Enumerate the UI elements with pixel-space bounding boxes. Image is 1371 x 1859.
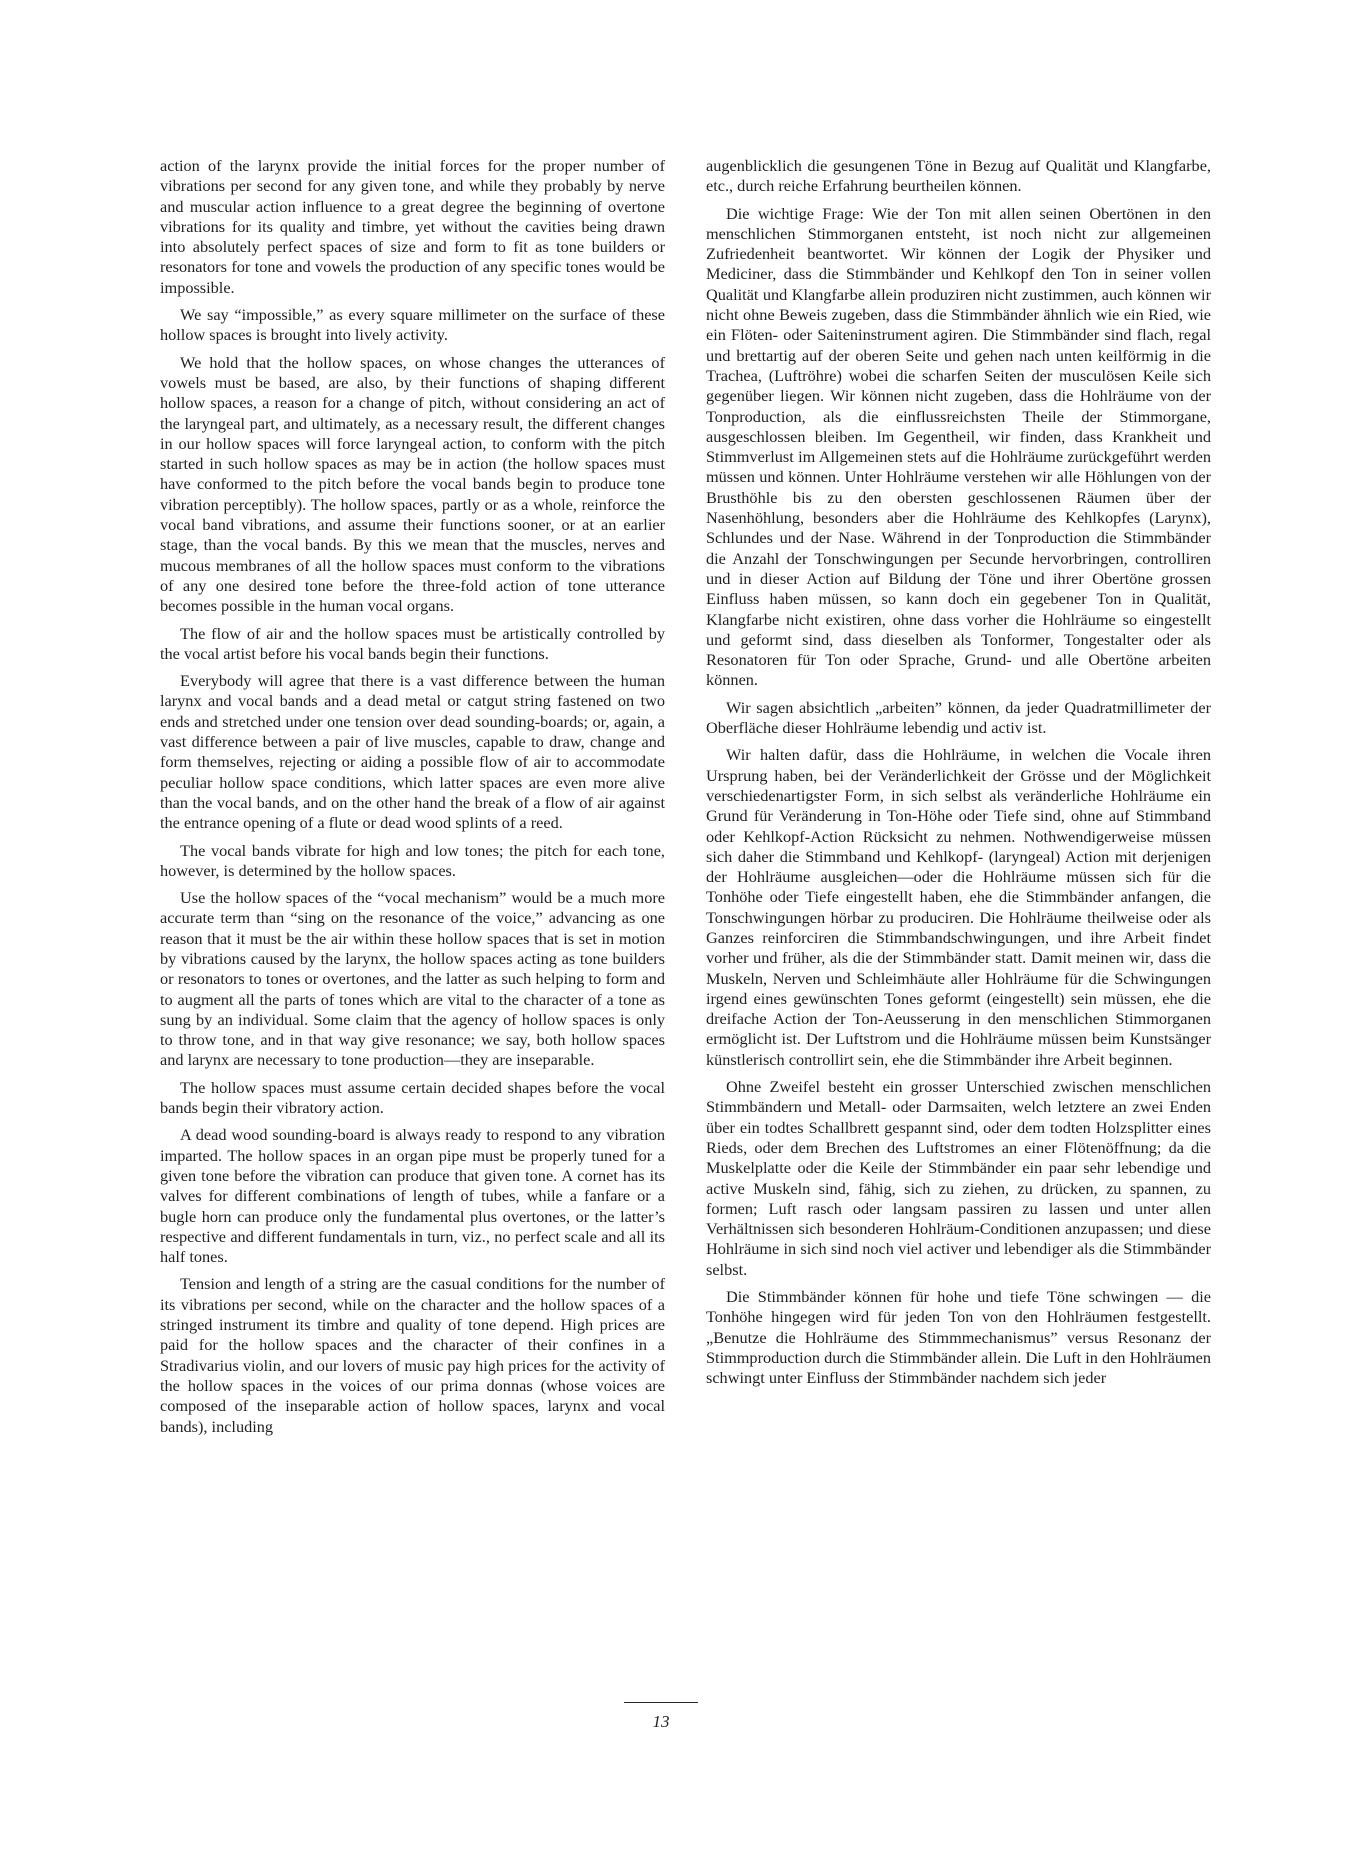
paragraph: augenblicklich die gesungenen Töne in Bezug auf Qualität und Klangfarbe, etc., durch reiche Erfahrung beurtheilen können.: [706, 156, 1211, 196]
left-column-english: [160, 156, 665, 1444]
paragraph: Die Stimmbänder können für hohe und tiefe Töne schwingen — die Tonhöhe hingegen wird für jeden Ton von den Hohlräumen festgestellt. „Benutze die Hohlräume des Stimmmechanismus” versus Resonanz der Stimmproduction durch die Stimmbänder allein. Die Luft in den Hohlräumen schwingt unter Einfluss der Stimmbänder nachdem sich jeder: [706, 1287, 1211, 1388]
paragraph: Wir sagen absichtlich „arbeiten” können, da jeder Quadratmillimeter der Oberfläche dieser Hohlräume lebendig und activ ist.: [706, 697, 1211, 738]
paragraph: We say “impossible,” as every square millimeter on the surface of these hollow spaces is brought into lively activity.: [160, 305, 665, 345]
paragraph: Use the hollow spaces of the “vocal mechanism” would be a much more accurate term than “sing on the resonance of the voice,” advancing as one reason that it must be the air within these hollow spaces that is set in motion by vibrations caused by the larynx, the hollow spaces acting as tone builders or resonators to tones or overtones, and the latter as such helping to form and to augment all the parts of tones which are vital to the character of a tone as sung by an individual. Some claim that the agency of hollow spaces is only to throw tone, and in that way give resonance; we say, both hollow spaces and larynx are necessary to tone production—they are inseparable.: [160, 888, 665, 1070]
paragraph: We hold that the hollow spaces, on whose changes the utterances of vowels must be based, are also, by their functions of shaping different hollow spaces, a reason for a change of pitch, without considering an act of the laryngeal part, and ultimately, as a necessary result, the different changes in our hollow spaces will force laryngeal action, to conform with the pitch started in such hollow spaces as may be in action (the hollow spaces must have conformed to the pitch before the vocal bands begin to produce tone vibration perceptibly). The hollow spaces, partly or as a whole, reinforce the vocal band vibrations, and assume their functions sooner, or at an earlier stage, than the vocal bands. By this we mean that the muscles, nerves and mucous membranes of all the hollow spaces must conform to the vibrations of any one desired tone before the three-fold action of tone utterance becomes possible in the human vocal organs.: [160, 352, 665, 616]
paragraph: The hollow spaces must assume certain decided shapes before the vocal bands begin their vibratory action.: [160, 1077, 665, 1118]
paragraph: Ohne Zweifel besteht ein grosser Unterschied zwischen menschlichen Stimmbändern und Metall- oder Darmsaiten, welch letztere an zwei Enden über ein todtes Schallbrett gespannt sind, oder dem todten Holzsplitter eines Rieds, oder dem Brechen des Luftstromes an einer Flötenöffnung; da die Muskelplatte oder die Keile der Stimmbänder ein paar sehr lebendige und active Muskeln sind, fähig, sich zu ziehen, zu drücken, zu spannen, zu formen; Luft rasch oder langsam passiren zu lassen und unter allen Verhältnissen sich besonderen Hohlräum-Conditionen anzupassen; und diese Hohlräume in sich sind noch viel activer und lebendiger als die Stimmbänder selbst.: [706, 1077, 1211, 1279]
paragraph: action of the larynx provide the initial forces for the proper number of vibrations per second for any given tone, and while they probably by nerve and muscular action influence to a great degree the beginning of overtone vibrations for its quality and timbre, yet without the cavities being drawn into absolutely perfect spaces of size and form to fit as tone builders or resonators for tone and vowels the production of any specific tones would be impossible.: [160, 156, 665, 297]
paragraph: Tension and length of a string are the casual conditions for the number of its vibrations per second, while on the character and the hollow spaces of a stringed instrument its timbre and quality of tone depend. High prices are paid for the hollow spaces and the character of their confines in a Stradivarius violin, and our lovers of music pay high prices for the activity of the hollow spaces in the voices of our prima donnas (whose voices are composed of the inseparable action of hollow spaces, larynx and vocal bands), including: [160, 1274, 665, 1436]
paragraph: A dead wood sounding-board is always ready to respond to any vibration imparted. The hollow spaces in an organ pipe must be properly tuned for a given tone before the vibration can produce that given tone. A cornet has its valves for different combinations of length of tubes, while a fanfare or a bugle horn can produce only the fundamental plus overtones, or the latter’s respective and different fundamentals in turn, viz., no perfect scale and all its half tones.: [160, 1125, 665, 1267]
right-column-german: [706, 156, 1211, 1396]
paragraph: The vocal bands vibrate for high and low tones; the pitch for each tone, however, is determined by the hollow spaces.: [160, 840, 665, 880]
paragraph: Die wichtige Frage: Wie der Ton mit allen seinen Obertönen in den menschlichen Stimmorganen entsteht, ist noch nicht zur allgemeinen Zufriedenheit beantwortet. Wir können der Logik der Physiker und Mediciner, dass die Stimmbänder und Kehlkopf den Ton in seiner vollen Qualität und Klangfarbe allein produziren nicht zustimmen, auch können wir nicht ohne Beweis zugeben, dass die Stimmbänder ähnlich wie ein Ried, wie ein Flöten- oder Saiteninstrument agiren. Die Stimmbänder sind flach, regal und brettartig auf der oberen Seite und gehen nach unten keilförmig in die Trachea, (Luftröhre) wobei die scharfen Seiten der musculösen Keile sich gegenüber liegen. Wir können nicht zugeben, dass die Hohlräume von der Tonproduction, als die einflussreichsten Theile der Stimmorgane, ausgeschlossen bleiben. Im Gegentheil, wir finden, dass Krankheit und Stimmverlust im Allgemeinen stets auf die Hohlräume zurückgeführt werden müssen und können. Unter Hohlräume verstehen wir alle Höhlungen von der Brusthöhle bis zu den obersten geschlossenen Räumen über der Nasenhöhlung, besonders aber die Hohlräume des Kehlkopfes (Larynx), Schlundes und der Nase. Während in der Tonproduction die Stimmbänder die Anzahl der Tonschwingungen per Secunde hervorbringen, controlliren und in dieser Action auf Bildung der Töne und ihrer Obertöne grossen Einfluss haben müssen, so kann doch ein gegebener Ton in Qualität, Klangfarbe nicht existiren, ohne dass vorher die Hohlräume so eingestellt und geformt sind, dass dieselben als Tonformer, Tongestalter oder als Resonatoren für Ton oder Sprache, Grund- und alle Obertöne arbeiten können.: [706, 203, 1211, 690]
footer-rule: [624, 1702, 698, 1703]
page-number: 13: [652, 1712, 670, 1731]
paragraph: Wir halten dafür, dass die Hohlräume, in welchen die Vocale ihren Ursprung haben, bei der Veränderlichkeit der Grösse und der Möglichkeit verschiedenartigster Form, in sich selbst als veränderliche Hohlräume ein Grund für Veränderung in Ton-Höhe oder Tiefe sind, ohne auf Stimmband oder Kehlkopf-Action Rücksicht zu nehmen. Nothwendigerweise müssen sich daher die Stimmband und Kehlkopf- (laryngeal) Action mit derjenigen der Hohlräume ausgleichen—oder die Hohlräume müssen sich für die Tonhöhe oder Tiefe eingestellt haben, ehe die Stimmbänder anfangen, die Tonschwingungen hörbar zu produciren. Die Hohlräume theilweise oder als Ganzes reinforciren die Stimmbandschwingungen, und ihre Arbeit findet vorher und früher, als die der Stimmbänder statt. Damit meinen wir, dass die Muskeln, Nerven und Schleimhäute aller Hohlräume für die Schwingungen irgend eines gewünschten Tones geformt (eingestellt) sein müssen, ehe die dreifache Action der Ton-Aeusserung in den menschlichen Stimmorganen ermöglicht ist. Der Luftstrom und die Hohlräume müssen beim Kunstsänger künstlerisch controllirt sein, ehe die Stimmbänder ihre Arbeit beginnen.: [706, 745, 1211, 1069]
paragraph: Everybody will agree that there is a vast difference between the human larynx and vocal bands and a dead metal or catgut string fastened on two ends and stretched under one tension over dead sounding-boards; or, again, a vast difference between a pair of live muscles, capable to draw, change and form themselves, rejecting or aiding a possible flow of air to accommodate peculiar hollow space conditions, which latter spaces are even more alive than the vocal bands, and on the other hand the break of a flow of air against the entrance opening of a flute or dead wood splints of a reed.: [160, 671, 665, 833]
paragraph: The flow of air and the hollow spaces must be artistically controlled by the vocal artist before his vocal bands begin their functions.: [160, 623, 665, 663]
